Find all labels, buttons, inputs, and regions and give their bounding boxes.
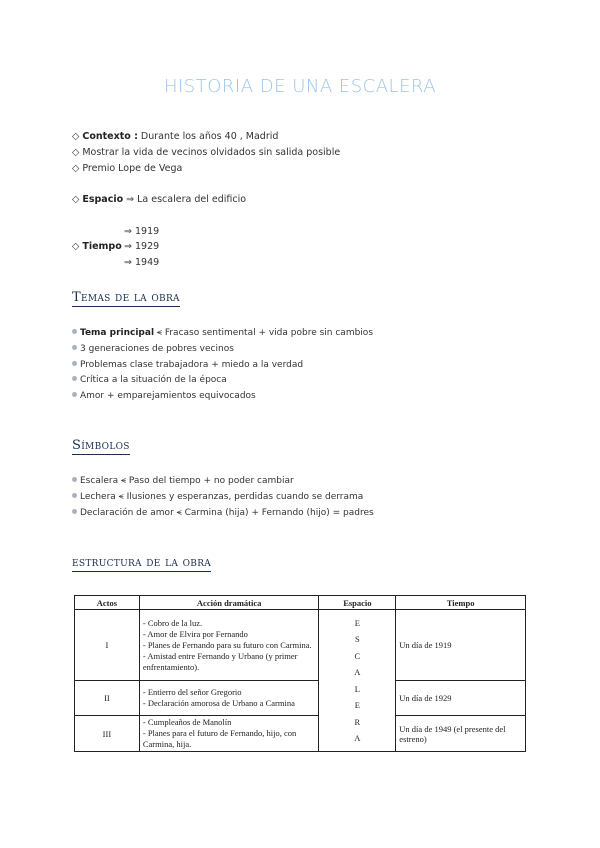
intro-line-3 <box>72 163 182 175</box>
espacio-letter: E <box>354 617 360 628</box>
estructura-table <box>74 595 526 752</box>
list-item <box>72 390 256 402</box>
espacio-label: Espacio <box>82 194 124 205</box>
tiempo-line <box>72 241 122 253</box>
list-item <box>72 374 227 386</box>
espacio-letter: E <box>354 700 360 710</box>
bullet-icon <box>72 376 77 381</box>
espacio-letter: R <box>354 716 361 727</box>
accion-line: - Declaración amorosa de Urbano a Carmina <box>142 698 295 708</box>
contexto-line <box>72 131 278 143</box>
tema-text: ⪪ Fracaso sentimental + vida pobre sin cambios <box>154 328 374 338</box>
accion-line: - Amor de Elvira por Fernando <box>142 628 248 639</box>
espacio-letter: S <box>355 634 360 644</box>
espacio-text: ⇒ La escalera del edificio <box>123 194 247 205</box>
espacio-line <box>72 194 246 206</box>
intro-line-2 <box>72 147 340 159</box>
list-item <box>72 327 373 339</box>
espacio-letter: L <box>354 683 360 694</box>
header-actos: Actos <box>75 596 140 610</box>
tema-text: Problemas clase trabajadora + miedo a la verdad <box>80 360 304 370</box>
list-item <box>72 475 294 487</box>
simbolo-text: Declaración de amor ⪪ Carmina (hija) + Fernando (hijo) = padres <box>80 508 374 518</box>
diamond-icon: ◇ <box>72 241 80 252</box>
accion-cell <box>139 716 319 752</box>
list-item <box>72 359 303 371</box>
temas-heading: Temas de la obra <box>72 290 180 305</box>
accion-line: - Planes para el futuro de Fernando, hijo, con Carmina, hija. <box>142 728 297 749</box>
accion-line: - Entierro del señor Gregorio <box>142 687 242 697</box>
tiempo-label: Tiempo <box>82 241 122 252</box>
bullet-icon <box>72 493 77 498</box>
espacio-letter: C <box>354 650 361 661</box>
bullet-icon <box>72 392 77 397</box>
estructura-heading: estructura de la obra <box>72 555 212 570</box>
diamond-icon: ◇ <box>72 194 80 205</box>
intro-text-3: Premio Lope de Vega <box>82 163 183 174</box>
simbolo-text: Escalera ⪪ Paso del tiempo + no poder cambiar <box>80 476 294 486</box>
list-item <box>72 491 363 503</box>
accion-line: - Planes de Fernando para su futuro con Carmina. <box>142 639 312 650</box>
header-espacio: Espacio <box>319 596 396 610</box>
accion-cell <box>139 681 319 716</box>
contexto-label: Contexto : <box>82 131 138 142</box>
bullet-icon <box>72 477 77 482</box>
acto-cell: I <box>75 610 140 681</box>
espacio-letter: A <box>354 733 361 743</box>
accion-line: - Amistad entre Fernando y Urbano (y primer enfrentamiento). <box>142 650 298 672</box>
espacio-letter: A <box>354 667 361 677</box>
document-title: HISTORIA DE UNA ESCALERA <box>163 76 437 97</box>
tiempo-cell: Un día de 1919 <box>396 610 526 681</box>
bullet-icon <box>72 509 77 514</box>
tema-text: Crítica a la situación de la época <box>80 375 227 385</box>
simbolo-text: Lechera ⪪ Ilusiones y esperanzas, perdidas cuando se derrama <box>80 492 364 502</box>
tiempo-cell: Un día de 1949 (el presente del estreno) <box>396 716 526 752</box>
acto-cell: III <box>75 716 140 752</box>
accion-cell <box>139 610 319 681</box>
list-item <box>72 507 374 519</box>
year-1929: ⇒ 1929 <box>124 241 160 252</box>
diamond-icon: ◇ <box>72 131 80 142</box>
table-row <box>75 610 526 681</box>
header-accion: Acción dramática <box>139 596 319 610</box>
list-item <box>72 343 234 355</box>
diamond-icon: ◇ <box>72 147 80 158</box>
simbolos-heading: Símbolos <box>72 438 130 453</box>
accion-line: - Cobro de la luz. <box>142 617 203 628</box>
intro-text-2: Mostrar la vida de vecinos olvidados sin salida posible <box>82 147 341 158</box>
diamond-icon: ◇ <box>72 163 80 174</box>
table-header-row <box>75 596 526 610</box>
tema-bold: Tema principal <box>80 328 155 338</box>
header-tiempo: Tiempo <box>396 596 526 610</box>
tiempo-cell: Un día de 1929 <box>396 681 526 716</box>
bullet-icon <box>72 345 77 350</box>
tema-text: 3 generaciones de pobres vecinos <box>80 344 234 354</box>
espacio-cell <box>319 610 396 752</box>
acto-cell: II <box>75 681 140 716</box>
year-1919: ⇒ 1919 <box>124 226 160 237</box>
table-row <box>75 681 526 716</box>
bullet-icon <box>72 329 77 334</box>
tema-text: Amor + emparejamientos equivocados <box>80 391 256 401</box>
accion-line: - Cumpleaños de Manolín <box>142 717 232 727</box>
table-row <box>75 716 526 752</box>
contexto-text: Durante los años 40 , Madrid <box>137 131 279 142</box>
bullet-icon <box>72 361 77 366</box>
year-1949: ⇒ 1949 <box>124 257 160 268</box>
